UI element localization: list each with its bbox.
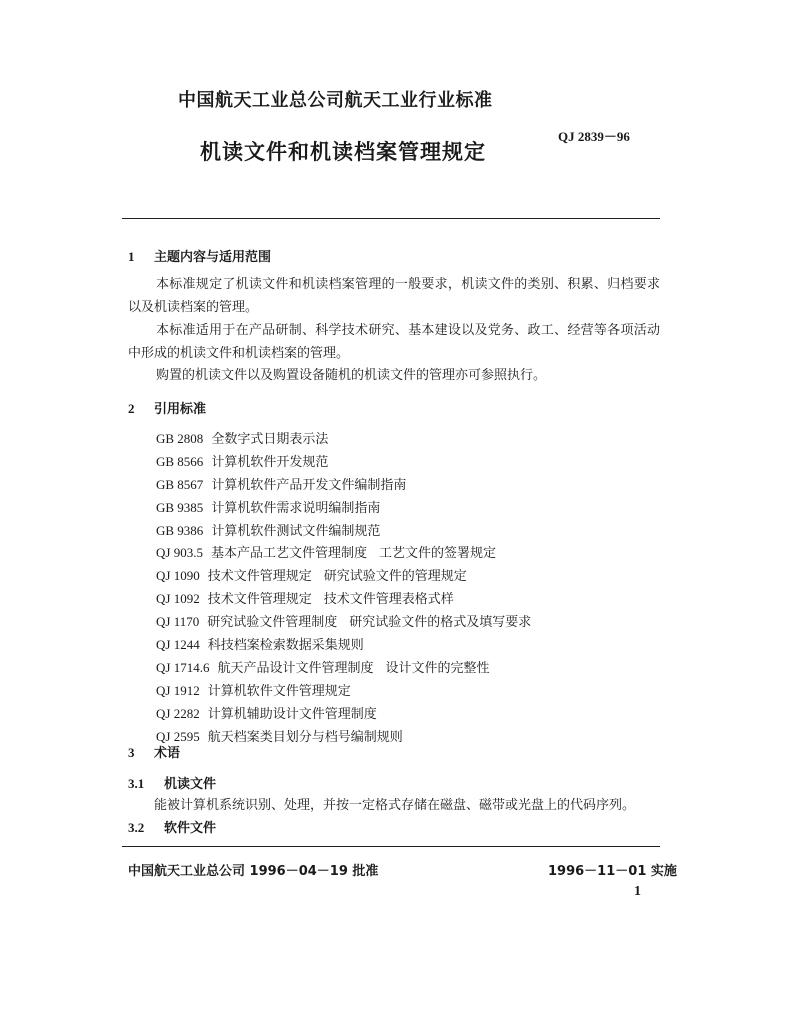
section-3-number: 3 [128, 745, 135, 760]
reference-subtitle: 研究试验文件的格式及填写要求 [349, 615, 532, 631]
reference-code: GB 2808 [156, 431, 204, 446]
term-3-1-definition: 能被计算机系统识别、处理，并按一定格式存储在磁盘、磁带或光盘上的代码序列。 [154, 798, 636, 813]
reference-title: 全数字式日期表示法 [211, 432, 329, 447]
section-1-number: 1 [128, 249, 135, 264]
reference-item [156, 428, 531, 451]
issuing-organization: 中国航天工业总公司航天工业行业标准 [178, 90, 493, 111]
reference-title: 航天档案类目划分与档号编制规则 [207, 729, 403, 745]
reference-title: 计算机软件文件管理规定 [207, 683, 351, 699]
reference-code: GB 8567 [156, 476, 204, 492]
reference-item [156, 611, 531, 634]
reference-item [156, 497, 531, 520]
reference-title: 航天产品设计文件管理制度 [217, 660, 374, 676]
reference-item [156, 520, 531, 543]
reference-title: 技术文件管理规定 [207, 569, 312, 585]
reference-item [156, 634, 531, 657]
reference-item [156, 451, 531, 474]
reference-code: QJ 2282 [156, 705, 200, 721]
reference-code: QJ 1244 [156, 637, 200, 653]
term-3-2-heading [128, 817, 216, 836]
reference-title: 计算机软件需求说明编制指南 [211, 500, 381, 516]
standard-code: QJ 2839－96 [558, 129, 630, 144]
section-3-heading [128, 742, 180, 761]
term-3-2-number: 3.2 [128, 820, 145, 835]
section-1-title: 主题内容与适用范围 [154, 250, 272, 265]
reference-item [156, 565, 531, 588]
reference-title: 计算机软件测试文件编制规范 [211, 523, 381, 539]
reference-code: QJ 903.5 [156, 545, 203, 561]
reference-title: 基本产品工艺文件管理制度 [210, 546, 367, 562]
reference-item [156, 588, 531, 611]
header-divider [122, 218, 660, 219]
section-1-heading [128, 246, 271, 265]
reference-title: 计算机辅助设计文件管理制度 [207, 706, 377, 722]
approval-date: 中国航天工业总公司 1996－04－19 批准 [128, 864, 379, 879]
reference-code: QJ 1170 [156, 614, 200, 630]
reference-item [156, 680, 531, 703]
reference-subtitle: 设计文件的完整性 [385, 660, 490, 676]
reference-title: 技术文件管理规定 [207, 592, 312, 608]
reference-code: QJ 1090 [156, 568, 200, 584]
term-3-1-title: 机读文件 [164, 777, 217, 792]
reference-code: GB 9385 [156, 499, 204, 515]
document-title: 机读文件和机读档案管理规定 [200, 140, 486, 164]
section-2-number: 2 [128, 401, 135, 416]
reference-subtitle: 工艺文件的签署规定 [378, 546, 496, 562]
reference-title: 计算机软件产品开发文件编制指南 [211, 477, 407, 493]
term-3-1-heading [128, 773, 216, 792]
reference-code: GB 8566 [156, 453, 204, 469]
reference-item [156, 703, 531, 726]
implementation-date: 1996－11－01 实施 [548, 864, 677, 879]
footer-divider [122, 846, 660, 847]
page-number: 1 [634, 884, 641, 899]
term-3-1-number: 3.1 [128, 776, 145, 791]
reference-code: GB 9386 [156, 522, 204, 538]
reference-code: QJ 1714.6 [156, 659, 210, 675]
section-1-paragraph-2: 本标准适用于在产品研制、科学技术研究、基本建设以及党务、政工、经营等各项活动中形成的机读文件和机读档案的管理。 [128, 323, 660, 361]
section-1-paragraph-3: 购置的机读文件以及购置设备随机的机读文件的管理亦可参照执行。 [156, 368, 547, 383]
term-3-2-title: 软件文件 [164, 821, 217, 836]
reference-code: QJ 1092 [156, 591, 200, 607]
reference-item [156, 726, 531, 749]
reference-title: 计算机软件开发规范 [211, 454, 329, 470]
section-1-paragraph-1: 本标准规定了机读文件和机读档案管理的一般要求，机读文件的类别、积累、归档要求以及机读档案的管理。 [128, 277, 660, 315]
reference-item [156, 542, 531, 565]
section-2-title: 引用标准 [154, 402, 207, 417]
reference-code: QJ 1912 [156, 682, 200, 698]
reference-item [156, 474, 531, 497]
reference-title: 科技档案检索数据采集规则 [207, 638, 364, 654]
section-3-title: 术语 [154, 746, 181, 761]
reference-subtitle: 研究试验文件的管理规定 [323, 569, 467, 585]
section-2-heading [128, 398, 206, 417]
reference-title: 研究试验文件管理制度 [207, 615, 338, 631]
reference-list [156, 428, 531, 748]
reference-code: QJ 2595 [156, 728, 200, 744]
reference-item [156, 657, 531, 680]
reference-subtitle: 技术文件管理表格式样 [323, 592, 454, 608]
